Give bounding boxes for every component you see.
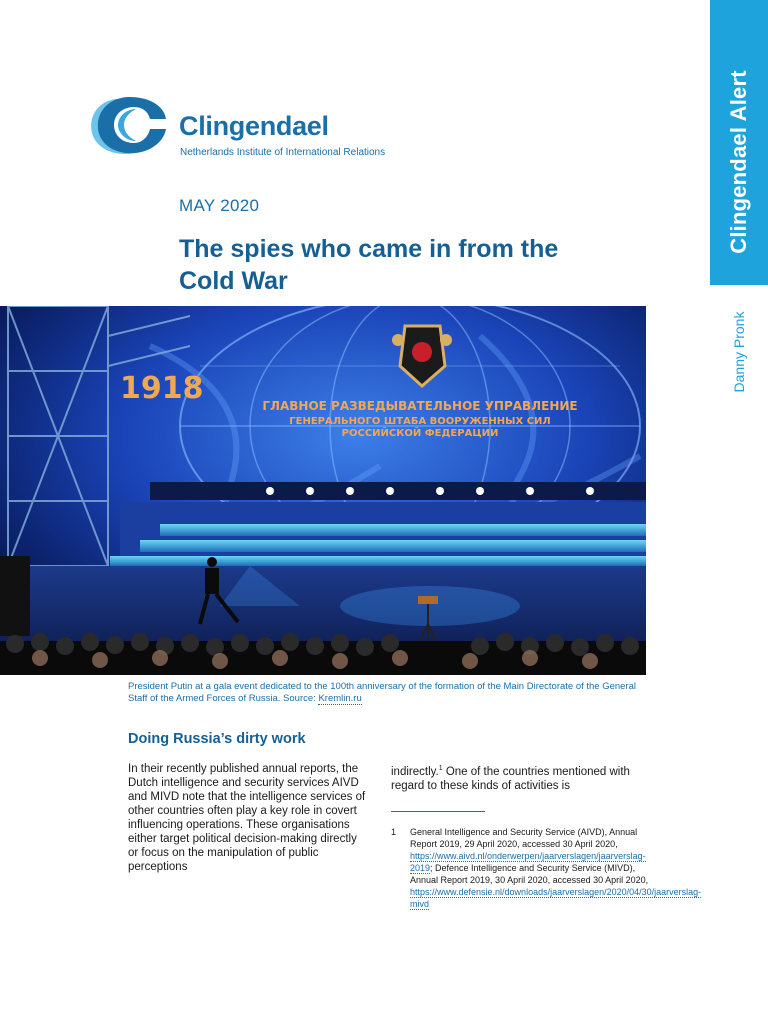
- footnote-ref[interactable]: 1: [438, 765, 443, 772]
- clingendael-logo-icon: [86, 95, 170, 157]
- body-column-1: In their recently published annual reports, the Dutch intelligence and security services AIVD and MIVD note that the intelligence services of other countries often play a key role in covert influencing operations. These organisations either target political decision-making directly or focus on the manipulation of public perceptions: [128, 763, 366, 873]
- gala-stage-illustration: [0, 306, 646, 675]
- series-tab: [710, 0, 768, 285]
- footnote-body: [410, 826, 702, 910]
- banner-line-3: РОССИЙСКОЙ ФЕДЕРАЦИИ: [341, 428, 499, 439]
- col2-start: indirectly.: [391, 765, 439, 778]
- caption-source-link[interactable]: Kremlin.ru: [318, 693, 362, 704]
- banner-line-1: ГЛАВНОЕ РАЗВЕДЫВАТЕЛЬНОЕ УПРАВЛЕНИЕ: [262, 399, 578, 413]
- year-sign: 1918: [120, 371, 204, 406]
- gala-photo: [0, 306, 646, 675]
- brand-subtitle: Netherlands Institute of International Relations: [180, 147, 386, 158]
- photo-caption: [128, 681, 648, 705]
- caption-text: President Putin at a gala event dedicated to the 100th anniversary of the formation of the Main Directorate of the General Staff of the Armed Forces of Russia. Source:: [128, 681, 637, 704]
- body-column-2: [391, 762, 651, 793]
- footnote-text-1: General Intelligence and Security Service (AIVD), Annual Report 2019, 29 April 2020, accessed 30 April 2020,: [410, 827, 638, 849]
- brand-name: Clingendael: [179, 111, 329, 141]
- footnote-link-aivd[interactable]: https://www.aivd.nl/onderwerpen/jaarverslagen/jaarverslag-2019: [410, 851, 646, 873]
- col2-rest: One of the countries mentioned with regard to these kinds of activities is: [391, 765, 630, 792]
- footnote-divider: [391, 811, 485, 812]
- author-name: Danny Pronk: [731, 311, 747, 393]
- publication-date: MAY 2020: [179, 196, 260, 215]
- section-heading: Doing Russia’s dirty work: [128, 731, 306, 747]
- footnote-text-2: ; Defence Intelligence and Security Service (MIVD), Annual Report 2019, 30 April 2020, accessed 30 April 2020,: [410, 863, 649, 885]
- page-title: The spies who came in from the Cold War: [179, 235, 559, 295]
- footnote: [391, 826, 702, 910]
- banner-line-2: ГЕНЕРАЛЬНОГО ШТАБА ВООРУЖЕННЫХ СИЛ: [289, 416, 551, 427]
- footnote-number: 1: [391, 827, 397, 837]
- footnote-link-mivd[interactable]: https://www.defensie.nl/downloads/jaarverslagen/2020/04/30/jaarverslag-mivd: [410, 887, 702, 909]
- series-label: Clingendael Alert: [726, 70, 751, 254]
